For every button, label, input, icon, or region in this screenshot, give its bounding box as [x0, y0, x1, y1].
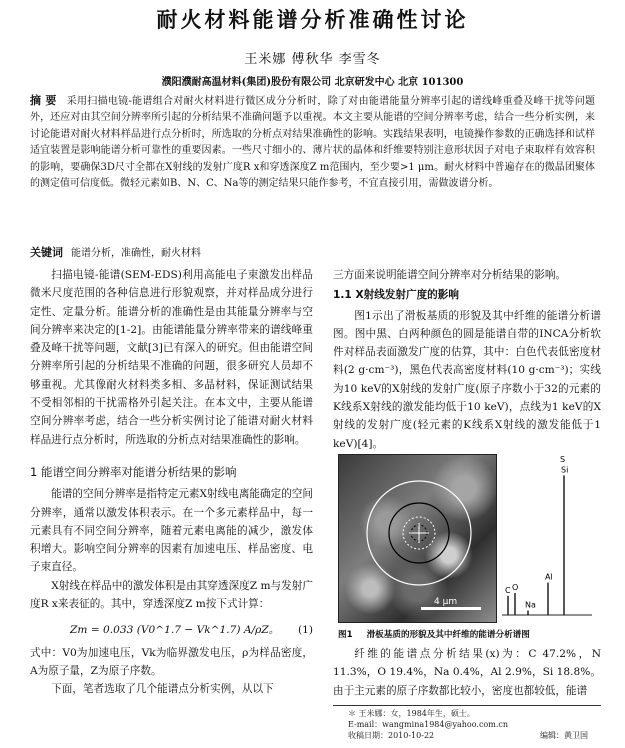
- excitation-circles: [339, 455, 496, 622]
- keywords-block: [30, 244, 595, 260]
- footnote-rule: [333, 705, 601, 706]
- abstract-block: [30, 93, 595, 192]
- equation-1-number: (1): [297, 624, 313, 637]
- scale-bar-label: 4 μm: [434, 597, 458, 607]
- paper-title: 耐火材料能谱分析准确性讨论: [156, 8, 469, 32]
- figure-1-label: 图1: [338, 630, 353, 640]
- right-continuation: 三方面来说明能谱空间分辨率对分析结果的影响。: [333, 269, 567, 281]
- abstract-label: 摘 要: [30, 94, 57, 107]
- editor-note: 编辑：黄卫国: [540, 731, 588, 740]
- spectrum-top-label: S: [560, 455, 566, 464]
- footnote: [348, 708, 508, 741]
- intro-paragraph: 扫描电镜-能谱(SEM-EDS)利用高能电子束激发出样品微米尺度范围的各种信息进行形貌观察，并对样品成分进行定性、定量分析。能谱分析的准确性是由其能量分辨率与空间分辨率来决定的[1-2]。由能谱能量分辨率带来的谱线峰重叠及峰干扰等问题，文献[3]已有深入的研究。但由能谱空间分辨率所引起的分析结果不准确的问题，很多研究人员却不够重视。尤其像耐火材料类多相、多晶材料，保证测试结果不受相邻相的干扰需格外引起关注。在本文中，主要从能谱空间分辨率考虑，结合一些分析实例讨论了能谱对耐火材料样品进行点分析时，所选取的分析点对结果准确性的影响。: [30, 269, 313, 446]
- section11-paragraph-1: 图1示出了滑板基质的形貌及其中纤维的能谱分析谱图。图中黑、白两种颜色的圆是能谱自带的INCA分析软件对样品表面激发广度的估算，其中：白色代表低密度材料(2 g·cm⁻³)，黑色代表高密度材料(10 g·cm⁻³)；实线为10 keV的X射线的发射广度(原子序数小于32的元素的K线系X射线的激发能均低于10 keV)，点线为1 keV的X射线的发射广度(轻元素的K线系X射线的激发能低于1 keV)[4]。: [333, 309, 601, 450]
- section1-paragraph-1: 能谱的空间分辨率是指特定元素X射线电离能确定的空间分辨率，通常以激发体积表示。在一个多元素样品中，每一元素具有不同空间分辨率，随着元素电离能的减少，激发体积增大。影响空间分辨率的因素有加速电压、样品密度、电子束直径。: [30, 488, 313, 574]
- section1-paragraph-4: 下面，笔者选取了几个能谱点分析实例，从以下: [51, 683, 274, 696]
- footnote-email: E-mail：wangmina1984@yahoo.com.cn: [348, 720, 509, 729]
- spectrum-peak-label-o: O: [512, 582, 519, 592]
- spectrum-peak-label-c: C: [505, 585, 511, 595]
- left-column: [30, 266, 313, 699]
- spectrum-peak-label-na: Na: [525, 600, 536, 610]
- equation-1-legend: 式中：V0为加速电压，Vk为临界激发电压，ρ为样品密度，A为原子量，Z为原子序数。: [30, 646, 313, 677]
- keywords-label: 关键词: [30, 246, 63, 259]
- sem-micrograph: [338, 454, 497, 623]
- spectrum-peak-label-al: Al: [545, 572, 553, 582]
- paper-affiliation: 濮阳濮耐高温材料(集团)股份有限公司 北京研发中心 北京 101300: [161, 77, 464, 88]
- section1-paragraph-2: X射线在样品中的激发体积是由其穿透深度Z m与发射广度R x来表征的。其中，穿透深度Z m按下式计算：: [30, 579, 313, 611]
- scale-bar: [421, 607, 481, 610]
- abstract-text: 采用扫描电镜-能谱组合对耐火材料进行微区成分分析时，除了对由能谱能量分辨率引起的谱线峰重叠及峰干扰等问题外，还应对由其空间分辨率所引起的分析结果不准确问题予以重视。本文主要从能谱的空间分辨率考虑，结合一些分析实例，来讨论能谱对耐火材料样品进行点分析时，所选取的分析点对结果准确性的影响。实践结果表明，电镜操作参数的正确选择和试样适宜装置是影响能谱分析可靠性的重要因素。一些尺寸细小的、薄片状的晶体和纤维要特别注意形状因子对电子束取样有效容积的影响，要确保3D尺寸全都在X射线的发射广度R x和穿透深度Z m范围内，至少要>1 μm。耐火材料中普遍存在的微晶团聚体的测定值可信度低。微轻元素如B、N、C、Na等的测定结果只能作参考，不宜直接引用，需做波谱分析。: [30, 96, 595, 190]
- right-column: [333, 266, 601, 453]
- figure-1-caption: [338, 628, 606, 640]
- equation-1-body: Zm = 0.033 (V0^1.7 − Vk^1.7) A/ρZ。: [70, 624, 280, 637]
- spectrum-peak-label-si: Si: [561, 465, 569, 475]
- footnote-received: 收稿日期：2010-10-22: [348, 731, 435, 740]
- footnote-author: ＊ 王米娜：女，1984年生，硕士。: [348, 709, 475, 718]
- section1-heading: 1 能谱空间分辨率对能谱分析结果的影响: [30, 464, 237, 479]
- section11-paragraph-2: 纤维的能谱点分析结果(x)为：C 47.2%，N 11.3%，O 19.4%，Na 0.4%，Al 2.9%，Si 18.8%。由于主元素的原子序数都比较小，密度也都较低，能谱: [333, 648, 601, 697]
- section11-heading: 1.1 X射线发射广度的影响: [333, 289, 459, 302]
- keywords-text: 能谱分析，准确性，耐火材料: [71, 248, 201, 259]
- right-column-after-figure: [333, 645, 601, 700]
- paper-authors: 王米娜 傅秋华 李雪冬: [244, 52, 381, 67]
- figure-1-caption-text: 滑板基质的形貌及其中纤维的能谱分析谱图: [366, 630, 530, 640]
- figure-1: [338, 454, 594, 624]
- equation-1: [30, 621, 313, 639]
- eds-spectrum: [498, 454, 594, 621]
